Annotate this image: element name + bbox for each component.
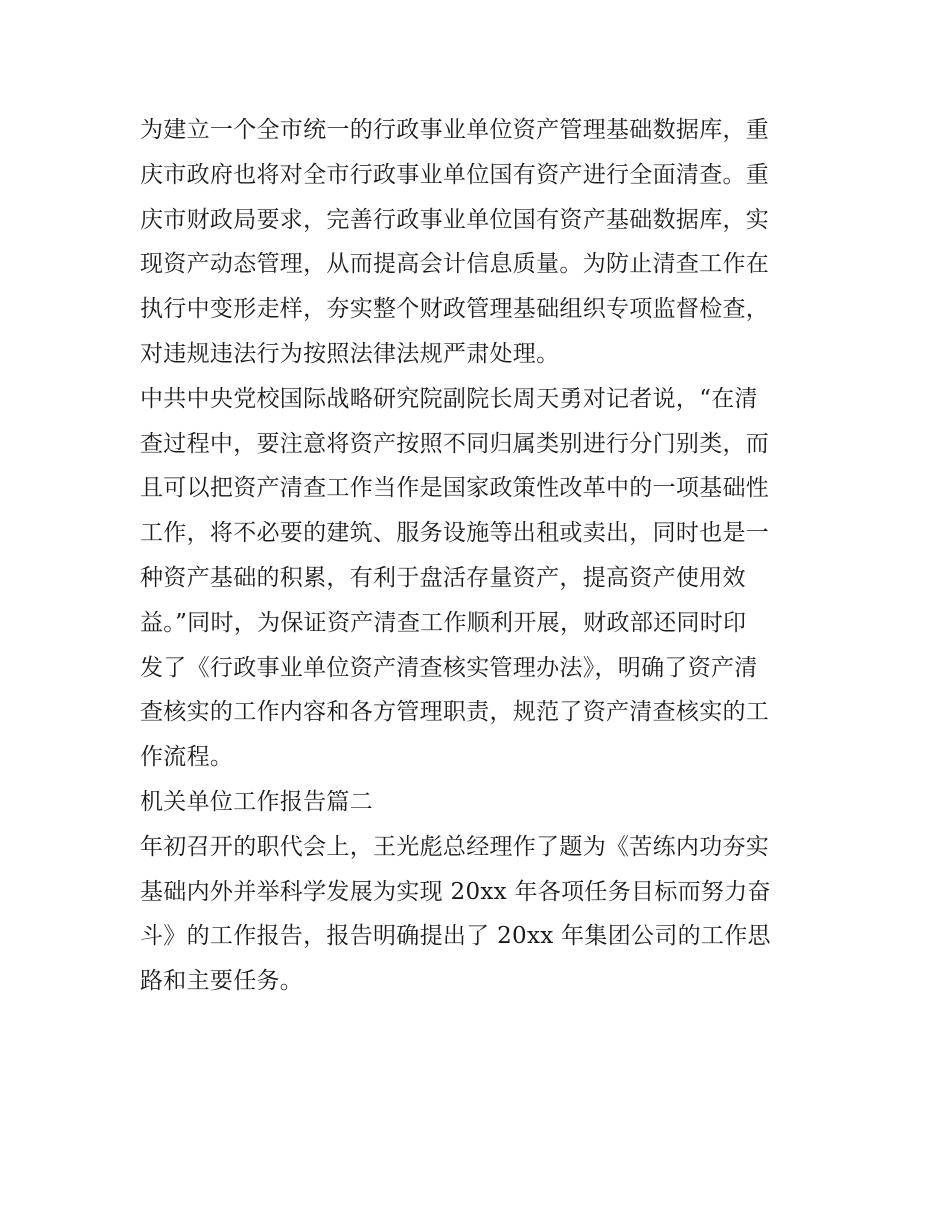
text-line: 种资产基础的积累，有利于盘活存量资产，提高资产使用效 (140, 564, 746, 591)
text-line: 工作，将不必要的建筑、服务设施等出租或卖出，同时也是一 (140, 520, 770, 547)
section-heading: 机关单位工作报告篇二 (140, 788, 373, 815)
text-line: 对违规违法行为按照法律法规严肃处理。 (140, 340, 560, 367)
text-line: 斗》的工作报告，报告明确提出了 20xx 年集团公司的工作思 (140, 923, 771, 950)
body-text (140, 108, 812, 1004)
text-line: 执行中变形走样，夯实整个财政管理基础组织专项监督检查， (140, 296, 770, 323)
text-line: 庆市财政局要求，完善行政事业单位国有资产基础数据库，实 (140, 206, 770, 233)
text-line: 查过程中，要注意将资产按照不同归属类别进行分门别类，而 (140, 430, 770, 457)
text-line: 且可以把资产清查工作当作是国家政策性改革中的一项基础性 (140, 475, 770, 502)
text-line: 现资产动态管理，从而提高会计信息质量。为防止清查工作在 (140, 251, 770, 278)
text-line: 发了《行政事业单位资产清查核实管理办法》，明确了资产清 (140, 654, 758, 681)
text-line: 查核实的工作内容和各方管理职责，规范了资产清查核实的工 (140, 699, 770, 726)
text-line: 基础内外并举科学发展为实现 20xx 年各项任务目标而努力奋 (140, 878, 771, 905)
text-line: 年初召开的职代会上，王光彪总经理作了题为《苦练内功夯实 (140, 833, 770, 860)
text-line: 路和主要任务。 (140, 968, 304, 995)
text-line: 庆市政府也将对全市行政事业单位国有资产进行全面清查。重 (140, 161, 770, 188)
text-line: 为建立一个全市统一的行政事业单位资产管理基础数据库，重 (140, 117, 770, 143)
text-line: 作流程。 (140, 744, 234, 771)
text-line: 益。”同时，为保证资产清查工作顺利开展，财政部还同时印 (140, 609, 747, 636)
text-line: 中共中央党校国际战略研究院副院长周天勇对记者说，“在清 (140, 385, 758, 412)
